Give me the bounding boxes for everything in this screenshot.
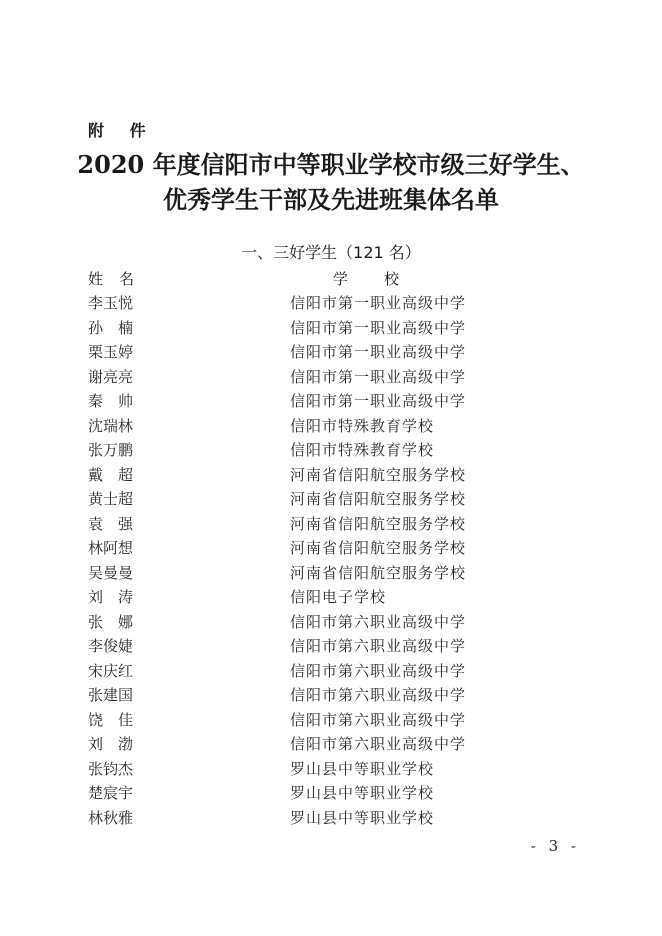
student-school: 信阳市特殊教育学校 xyxy=(290,416,435,435)
student-school: 信阳市第一职业高级中学 xyxy=(290,343,467,361)
student-school: 信阳市特殊教育学校 xyxy=(290,441,435,459)
student-school: 信阳市第六职业高级中学 xyxy=(290,710,467,729)
table-header xyxy=(0,267,662,291)
table-row xyxy=(0,561,662,586)
table-row xyxy=(0,487,662,512)
student-name: 刘涛 xyxy=(88,588,149,606)
student-school: 信阳市第六职业高级中学 xyxy=(290,661,467,680)
student-school: 河南省信阳航空服务学校 xyxy=(290,490,467,508)
student-school: 信阳电子学校 xyxy=(290,588,387,606)
table-row xyxy=(0,806,662,831)
student-name: 刘渤 xyxy=(88,735,149,753)
student-name: 黄士超 xyxy=(88,490,134,508)
student-school: 罗山县中等职业学校 xyxy=(290,759,435,778)
student-name: 张万鹏 xyxy=(88,441,134,459)
student-school: 河南省信阳航空服务学校 xyxy=(290,465,467,484)
table-row xyxy=(0,781,662,806)
table-row xyxy=(0,634,662,659)
page-number: - 3 - xyxy=(530,837,580,855)
student-name: 张建国 xyxy=(88,686,134,704)
table-row xyxy=(0,757,662,782)
table-row xyxy=(0,438,662,463)
table-row xyxy=(0,340,662,365)
table-row xyxy=(0,291,662,316)
student-school: 信阳市第一职业高级中学 xyxy=(290,392,467,410)
document-title-line-2: 优秀学生干部及先进班集体名单 xyxy=(163,185,499,214)
table-row xyxy=(0,389,662,414)
student-school: 信阳市第一职业高级中学 xyxy=(290,318,467,337)
attachment-label: 附 件 xyxy=(88,121,156,140)
student-name: 楚宸宇 xyxy=(88,784,134,802)
table-row xyxy=(0,585,662,610)
student-school: 信阳市第六职业高级中学 xyxy=(290,686,467,704)
table-row xyxy=(0,683,662,708)
table-row xyxy=(0,732,662,757)
header-school: 学校 xyxy=(333,270,436,288)
student-name: 宋庆红 xyxy=(88,661,134,680)
student-name: 袁强 xyxy=(88,514,149,533)
student-name: 戴超 xyxy=(88,465,149,484)
student-name: 吴曼曼 xyxy=(88,563,134,582)
student-school: 罗山县中等职业学校 xyxy=(290,784,435,802)
table-row xyxy=(0,536,662,561)
section-heading: 一、三好学生（121 名） xyxy=(241,243,421,262)
document-title-line-1: 2020 年度信阳市中等职业学校市级三好学生、 xyxy=(77,150,585,179)
table-row xyxy=(0,659,662,684)
student-name: 林阿想 xyxy=(88,539,134,557)
student-school: 罗山县中等职业学校 xyxy=(290,808,435,827)
student-name: 沈瑞林 xyxy=(88,416,134,435)
student-name: 秦帅 xyxy=(88,392,149,410)
student-name: 李俊婕 xyxy=(88,637,134,655)
student-school: 河南省信阳航空服务学校 xyxy=(290,514,467,533)
student-name: 孙楠 xyxy=(88,318,149,337)
student-name: 张钧杰 xyxy=(88,759,134,778)
table-row xyxy=(0,316,662,341)
student-school: 信阳市第一职业高级中学 xyxy=(290,294,467,312)
table-row xyxy=(0,708,662,733)
student-school: 信阳市第六职业高级中学 xyxy=(290,735,467,753)
student-name: 谢亮亮 xyxy=(88,367,134,386)
student-name: 林秋雅 xyxy=(88,808,134,827)
table-row xyxy=(0,365,662,390)
student-school: 河南省信阳航空服务学校 xyxy=(290,563,467,582)
student-name: 李玉悦 xyxy=(88,294,134,312)
table-row xyxy=(0,610,662,635)
table-row xyxy=(0,414,662,439)
table-row xyxy=(0,463,662,488)
table-row xyxy=(0,512,662,537)
header-name: 姓名 xyxy=(88,270,151,288)
student-name: 饶佳 xyxy=(88,710,149,729)
student-list xyxy=(0,291,662,830)
student-school: 信阳市第一职业高级中学 xyxy=(290,367,467,386)
student-school: 信阳市第六职业高级中学 xyxy=(290,612,467,631)
student-school: 信阳市第六职业高级中学 xyxy=(290,637,467,655)
student-name: 张娜 xyxy=(88,612,149,631)
student-name: 栗玉婷 xyxy=(88,343,134,361)
student-school: 河南省信阳航空服务学校 xyxy=(290,539,467,557)
